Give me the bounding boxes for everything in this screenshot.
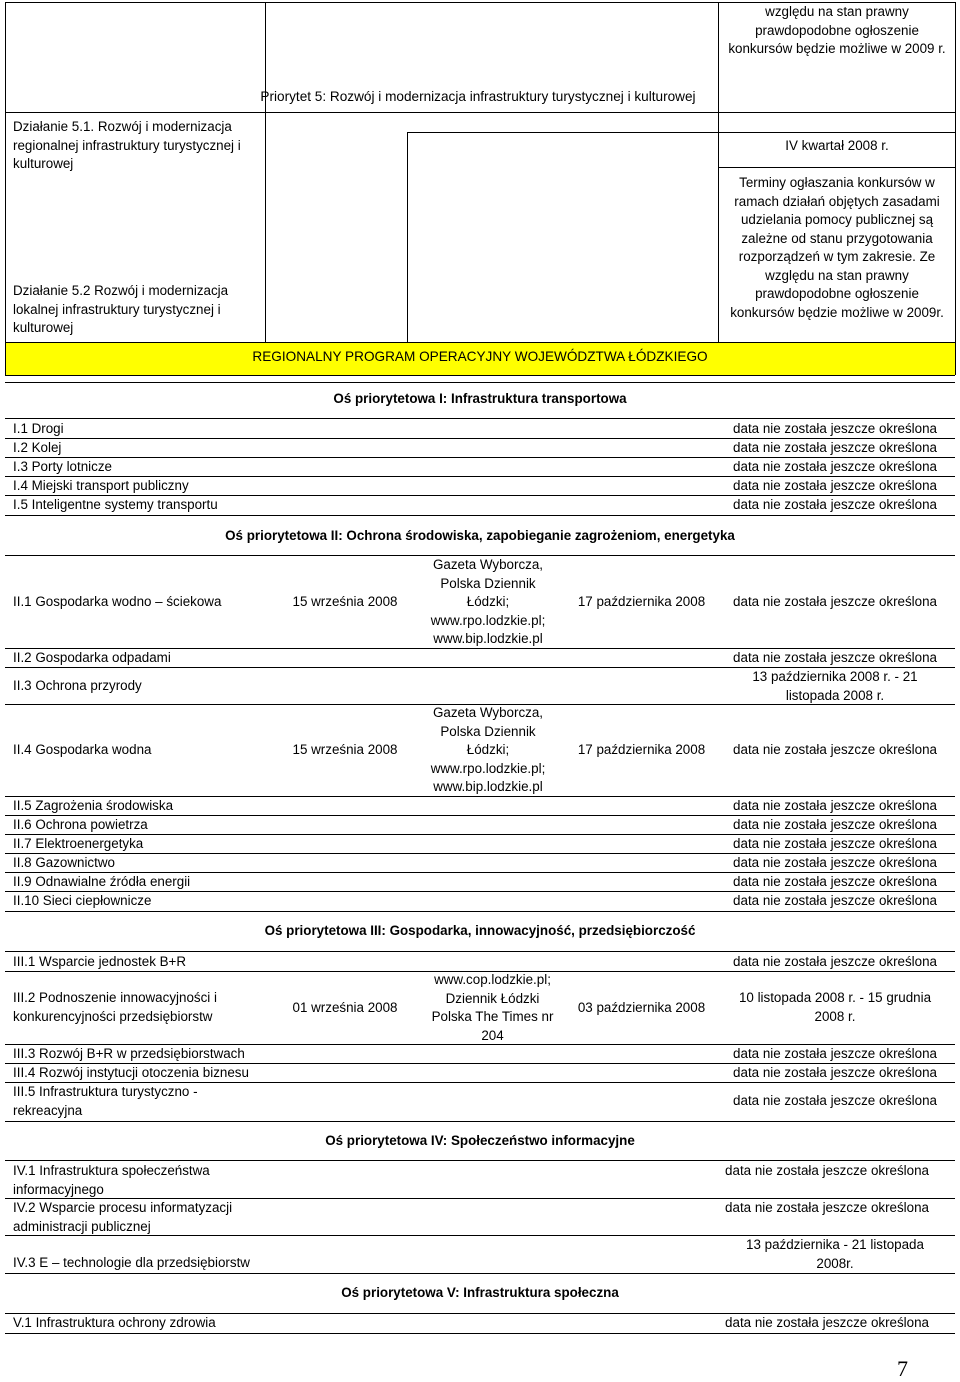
table-border	[5, 1121, 955, 1122]
table-border	[718, 2, 719, 342]
action-5-1: Działanie 5.1. Rozwój i modernizacja regionalnej infrastruktury turystycznej i kulturowej	[13, 119, 241, 171]
axis-2-row-name: II.2 Gospodarka odpadami	[13, 650, 171, 665]
axis-2-title: Oś priorytetowa II: Ochrona środowiska, zapobieganie zagrożeniom, energetyka	[225, 528, 735, 543]
axis-2-row-date: data nie została jeszcze określona	[733, 742, 937, 757]
axis-2-row-name: II.9 Odnawialne źródła energii	[13, 874, 191, 889]
axis-3-row-date: data nie została jeszcze określona	[733, 1093, 937, 1108]
axis-3-row-date: data nie została jeszcze określona	[733, 1046, 937, 1061]
axis-3-row-date: 10 listopada 2008 r. - 15 grudnia 2008 r.	[738, 990, 932, 1024]
axis-1-row-name: I.5 Inteligentne systemy transportu	[13, 497, 218, 512]
axis-4-row-date: 13 października - 21 listopada 2008r.	[746, 1237, 924, 1271]
axis-2-row-date: 13 października 2008 r. - 21 listopada 2008 r.	[752, 669, 918, 703]
axis-3-row-media: www.cop.lodzkie.pl; Dziennik Łódzki Polska The Times nr 204	[431, 972, 554, 1043]
table-border	[5, 1333, 955, 1334]
axis-2-row-date: data nie została jeszcze określona	[733, 594, 937, 609]
table-border	[5, 1273, 955, 1274]
axis-5-row-date: data nie została jeszcze określona	[725, 1315, 929, 1330]
table-border	[5, 112, 955, 113]
axis-1-row-date: data nie została jeszcze określona	[733, 497, 937, 512]
axis-2-row-announce: 15 września 2008	[292, 742, 398, 757]
table-border	[5, 1160, 955, 1161]
axis-3-row-name: III.2 Podnoszenie innowacyjności i konkurencyjności przedsiębiorstw	[13, 990, 217, 1024]
axis-2-row-name: II.6 Ochrona powietrza	[13, 817, 148, 832]
legal-note-top: względu na stan prawny prawdopodobne ogłoszenie konkursów będzie możliwe w 2009 r.	[728, 4, 946, 56]
table-border	[407, 132, 955, 133]
axis-2-row-announce: 15 września 2008	[292, 594, 398, 609]
axis-2-row-date: data nie została jeszcze określona	[733, 836, 937, 851]
legal-note-bottom: Terminy ogłaszania konkursów w ramach działań objętych zasadami udzielania pomocy publicznej są zależne od stanu przygotowania rozporządzeń w tym zakresie. Ze względu na stan prawny prawdopodobne ogłoszenie konkursów będzie możliwe w 2009r.	[730, 175, 944, 320]
axis-1-row-name: I.1 Drogi	[13, 421, 64, 436]
table-border	[5, 382, 955, 383]
axis-2-row-date: data nie została jeszcze określona	[733, 798, 937, 813]
table-border	[5, 515, 955, 516]
axis-1-row-date: data nie została jeszcze określona	[733, 440, 937, 455]
axis-4-row-date: data nie została jeszcze określona	[725, 1200, 929, 1215]
table-border	[407, 132, 408, 342]
axis-1-row-date: data nie została jeszcze określona	[733, 478, 937, 493]
axis-1-title: Oś priorytetowa I: Infrastruktura transportowa	[333, 391, 627, 406]
axis-1-row-date: data nie została jeszcze określona	[733, 421, 937, 436]
axis-3-row-start: 03 października 2008	[577, 1000, 706, 1015]
axis-2-row-date: data nie została jeszcze określona	[733, 650, 937, 665]
axis-4-row-name: IV.1 Infrastruktura społeczeństwa informacyjnego	[13, 1163, 210, 1197]
axis-2-row-start: 17 października 2008	[577, 594, 706, 609]
axis-2-row-media: Gazeta Wyborcza, Polska Dziennik Łódzki; www.rpo.lodzkie.pl; www.bip.lodzkie.pl	[430, 557, 546, 646]
axis-3-row-name: III.4 Rozwój instytucji otoczenia biznesu	[13, 1065, 249, 1080]
axis-4-row-name: IV.3 E – technologie dla przedsiębiorstw	[13, 1255, 250, 1270]
axis-4-title: Oś priorytetowa IV: Społeczeństwo informacyjne	[325, 1133, 635, 1148]
table-border	[5, 375, 955, 376]
axis-2-row-name: II.7 Elektroenergetyka	[13, 836, 144, 851]
action-5-1-date: IV kwartał 2008 r.	[785, 138, 889, 153]
axis-2-row-date: data nie została jeszcze określona	[733, 874, 937, 889]
table-border	[955, 2, 956, 375]
axis-2-row-name: II.4 Gospodarka wodna	[13, 742, 152, 757]
axis-2-row-name: II.8 Gazownictwo	[13, 855, 115, 870]
table-border	[5, 2, 6, 375]
table-border	[5, 911, 955, 912]
table-border	[5, 951, 955, 952]
axis-5-row-name: V.1 Infrastruktura ochrony zdrowia	[13, 1315, 216, 1330]
axis-4-row-name: IV.2 Wsparcie procesu informatyzacji administracji publicznej	[13, 1200, 233, 1234]
axis-3-row-date: data nie została jeszcze określona	[733, 954, 937, 969]
axis-3-title: Oś priorytetowa III: Gospodarka, innowacyjność, przedsiębiorczość	[264, 923, 696, 938]
axis-5-title: Oś priorytetowa V: Infrastruktura społeczna	[341, 1285, 619, 1300]
axis-3-row-name: III.3 Rozwój B+R w przedsiębiorstwach	[13, 1046, 245, 1061]
axis-2-row-date: data nie została jeszcze określona	[733, 855, 937, 870]
priority5-title: Priorytet 5: Rozwój i modernizacja infrastruktury turystycznej i kulturowej	[260, 89, 696, 104]
axis-1-row-name: I.4 Miejski transport publiczny	[13, 478, 189, 493]
axis-3-row-name: III.5 Infrastruktura turystyczno - rekreacyjna	[13, 1084, 198, 1118]
axis-2-row-date: data nie została jeszcze określona	[733, 893, 937, 908]
table-border	[265, 2, 266, 342]
axis-3-row-date: data nie została jeszcze określona	[733, 1065, 937, 1080]
axis-2-row-media: Gazeta Wyborcza, Polska Dziennik Łódzki; www.rpo.lodzkie.pl; www.bip.lodzkie.pl	[430, 705, 546, 794]
table-border	[718, 167, 955, 168]
axis-2-row-date: data nie została jeszcze określona	[733, 817, 937, 832]
axis-2-row-name: II.3 Ochrona przyrody	[13, 678, 142, 693]
axis-3-row-name: III.1 Wsparcie jednostek B+R	[13, 954, 187, 969]
axis-3-row-announce: 01 września 2008	[292, 1000, 398, 1015]
axis-1-row-name: I.3 Porty lotnicze	[13, 459, 112, 474]
axis-2-row-start: 17 października 2008	[577, 742, 706, 757]
axis-4-row-date: data nie została jeszcze określona	[725, 1163, 929, 1178]
program-title: REGIONALNY PROGRAM OPERACYJNY WOJEWÓDZTWA ŁÓDZKIEGO	[252, 349, 708, 364]
axis-1-row-date: data nie została jeszcze określona	[733, 459, 937, 474]
axis-2-row-name: II.5 Zagrożenia środowiska	[13, 798, 174, 813]
axis-2-row-name: II.1 Gospodarka wodno – ściekowa	[13, 594, 222, 609]
action-5-2: Działanie 5.2 Rozwój i modernizacja lokalnej infrastruktury turystycznej i kulturowej	[13, 283, 229, 335]
table-border	[5, 418, 955, 419]
page-number: 7	[897, 1356, 908, 1381]
axis-1-row-name: I.2 Kolej	[13, 440, 62, 455]
axis-2-row-name: II.10 Sieci ciepłownicze	[13, 893, 152, 908]
